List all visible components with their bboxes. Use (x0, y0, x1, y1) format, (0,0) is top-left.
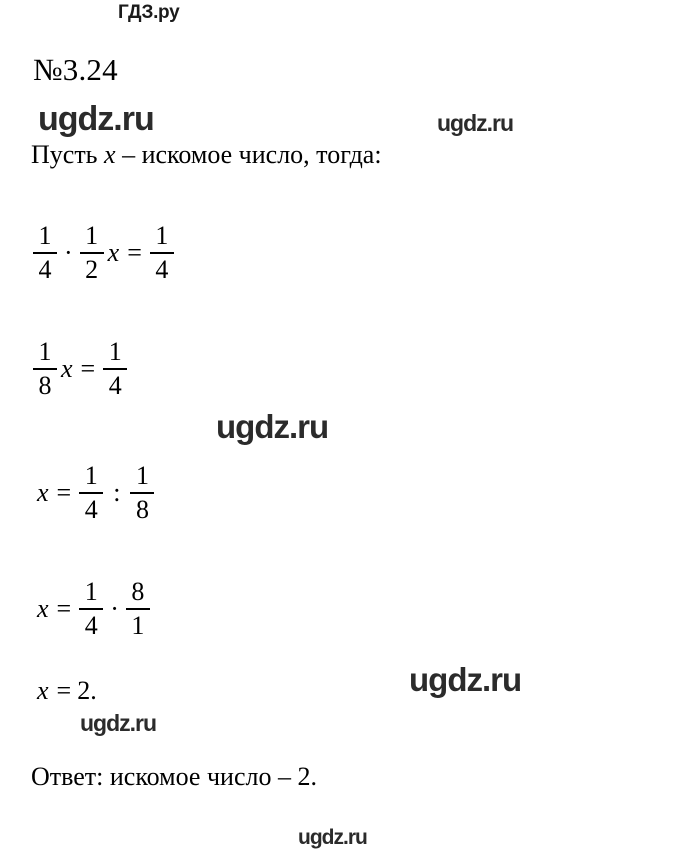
watermark: ugdz.ru (409, 661, 522, 698)
math-variable: x (37, 594, 49, 623)
math-operator: = (56, 594, 72, 623)
fraction-denominator: 4 (108, 371, 122, 400)
fraction (150, 222, 174, 284)
watermark: ugdz.ru (437, 110, 514, 136)
fraction-denominator: 4 (38, 255, 52, 284)
fraction-numerator: 1 (84, 577, 98, 606)
math-variable: x (107, 238, 120, 267)
math-operator: = (127, 238, 142, 267)
premise-line (31, 140, 382, 170)
fraction (126, 578, 150, 640)
fraction-numerator: 1 (155, 221, 169, 250)
fraction-numerator: 8 (131, 577, 145, 606)
fraction-denominator: 4 (84, 611, 98, 640)
fraction-denominator: 8 (38, 371, 52, 400)
fraction-denominator: 4 (84, 495, 98, 524)
fraction-bar (33, 368, 57, 370)
fraction-numerator: 1 (84, 461, 98, 490)
watermark: ugdz.ru (298, 826, 367, 849)
premise-variable: x (104, 140, 116, 169)
watermark: ugdz.ru (38, 100, 154, 138)
premise-prefix: Пусть (31, 140, 105, 169)
equation-step (35, 578, 152, 640)
fraction-bar (79, 492, 103, 494)
answer-line: Ответ: искомое число – 2. (31, 762, 317, 791)
fraction (33, 222, 57, 284)
fraction-numerator: 1 (108, 337, 122, 366)
fraction-denominator: 4 (155, 255, 169, 284)
fraction-denominator: 1 (131, 611, 145, 640)
math-number: 2. (77, 676, 97, 705)
fraction (103, 338, 127, 400)
fraction-numerator: 1 (85, 221, 99, 250)
math-operator: · (110, 594, 119, 623)
equation-step (31, 338, 129, 400)
equation-step (35, 676, 97, 706)
premise-suffix: – искомое число, тогда: (115, 140, 382, 169)
equation-step (35, 462, 156, 524)
equation-step (31, 222, 176, 284)
fraction-bar (126, 608, 150, 610)
fraction (80, 222, 104, 284)
math-variable: x (37, 676, 49, 705)
fraction-numerator: 1 (38, 221, 52, 250)
fraction (79, 462, 103, 524)
fraction-bar (150, 252, 174, 254)
fraction-denominator: 2 (85, 255, 99, 284)
watermark: ugdz.ru (80, 710, 157, 736)
fraction-bar (103, 368, 127, 370)
task-number: №3.24 (33, 52, 118, 87)
math-variable: x (37, 478, 49, 507)
fraction-bar (33, 252, 57, 254)
fraction-bar (130, 492, 154, 494)
fraction (130, 462, 154, 524)
math-operator: = (56, 478, 72, 507)
math-operator: · (64, 238, 73, 267)
math-variable: x (61, 354, 73, 383)
math-operator: = (56, 676, 72, 705)
fraction-denominator: 8 (135, 495, 149, 524)
site-logo: ГДЗ.ру (118, 2, 180, 23)
math-operator: = (80, 354, 96, 383)
math-operator: : (113, 478, 121, 507)
fraction (33, 338, 57, 400)
fraction-bar (79, 608, 103, 610)
fraction-numerator: 1 (38, 337, 52, 366)
fraction (79, 578, 103, 640)
watermark: ugdz.ru (216, 408, 329, 445)
fraction-bar (80, 252, 104, 254)
fraction-numerator: 1 (135, 461, 149, 490)
